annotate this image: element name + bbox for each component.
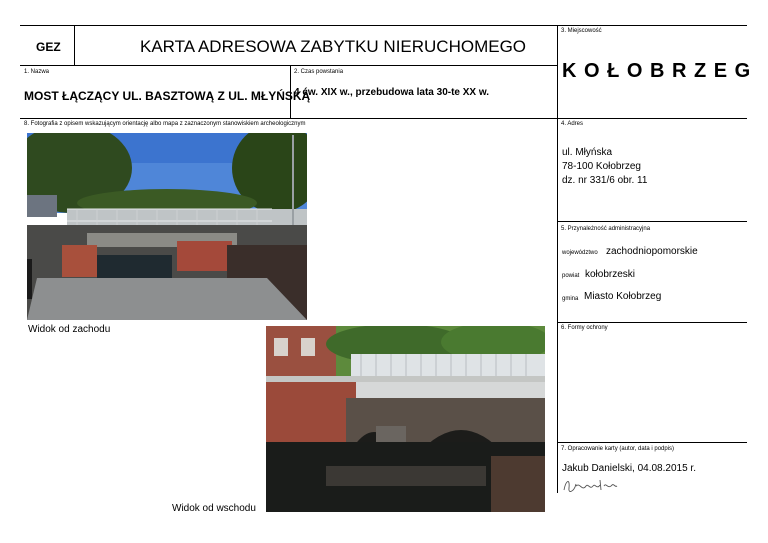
top-border bbox=[20, 25, 747, 26]
commune-label: gmina bbox=[562, 296, 579, 302]
signature bbox=[560, 474, 620, 496]
header-divider bbox=[20, 65, 557, 66]
county-value: kołobrzeski bbox=[585, 269, 636, 280]
photo-east-caption: Widok od wschodu bbox=[172, 503, 256, 514]
commune-value: Miasto Kołobrzeg bbox=[584, 291, 662, 302]
address-divider bbox=[557, 221, 747, 222]
date-field-label: 2. Czas powstania bbox=[294, 69, 344, 75]
photo-west-view bbox=[27, 133, 307, 320]
locality-field-value: K O Ł O B R Z E G bbox=[562, 60, 752, 82]
voivodeship-value: zachodniopomorskie bbox=[606, 246, 698, 257]
admin-divider bbox=[557, 322, 747, 323]
photo-field-label: 8. Fotografia z opisem wskazującym orientację albo mapa z zaznaczonym stanowiskiem archeologicznym bbox=[24, 121, 306, 127]
protection-divider bbox=[557, 442, 747, 443]
voivodeship-label: województwo bbox=[562, 250, 598, 256]
name-divider bbox=[20, 118, 747, 119]
gez-label: GEZ bbox=[36, 40, 61, 54]
right-column-divider bbox=[557, 25, 558, 493]
photo-west-caption: Widok od zachodu bbox=[28, 324, 111, 335]
address-line-city: 78-100 Kołobrzeg bbox=[562, 161, 641, 172]
name-field-label: 1. Nazwa bbox=[24, 69, 50, 75]
card-title: KARTA ADRESOWA ZABYTKU NIERUCHOMEGO bbox=[140, 37, 527, 56]
address-line-street: ul. Młyńska bbox=[562, 147, 613, 158]
protection-field-label: 6. Formy ochrony bbox=[561, 325, 608, 331]
county-label: powiat bbox=[562, 273, 580, 279]
locality-field-label: 3. Miejscowość bbox=[561, 28, 602, 34]
name-field-value: MOST ŁĄCZĄCY UL. BASZTOWĄ Z UL. MŁYŃSKĄ bbox=[24, 89, 311, 103]
admin-field-label: 5. Przynależność administracyjna bbox=[561, 226, 651, 232]
author-field-label: 7. Opracowanie karty (autor, data i podpis) bbox=[561, 446, 675, 452]
photo-east-view bbox=[266, 326, 545, 512]
address-line-plot: dz. nr 331/6 obr. 11 bbox=[562, 175, 648, 186]
author-field-value: Jakub Danielski, 04.08.2015 r. bbox=[562, 463, 696, 474]
gez-divider bbox=[74, 25, 75, 65]
address-field-label: 4. Adres bbox=[561, 121, 584, 127]
date-field-value: 4 ćw. XIX w., przebudowa lata 30-te XX w. bbox=[294, 87, 490, 98]
